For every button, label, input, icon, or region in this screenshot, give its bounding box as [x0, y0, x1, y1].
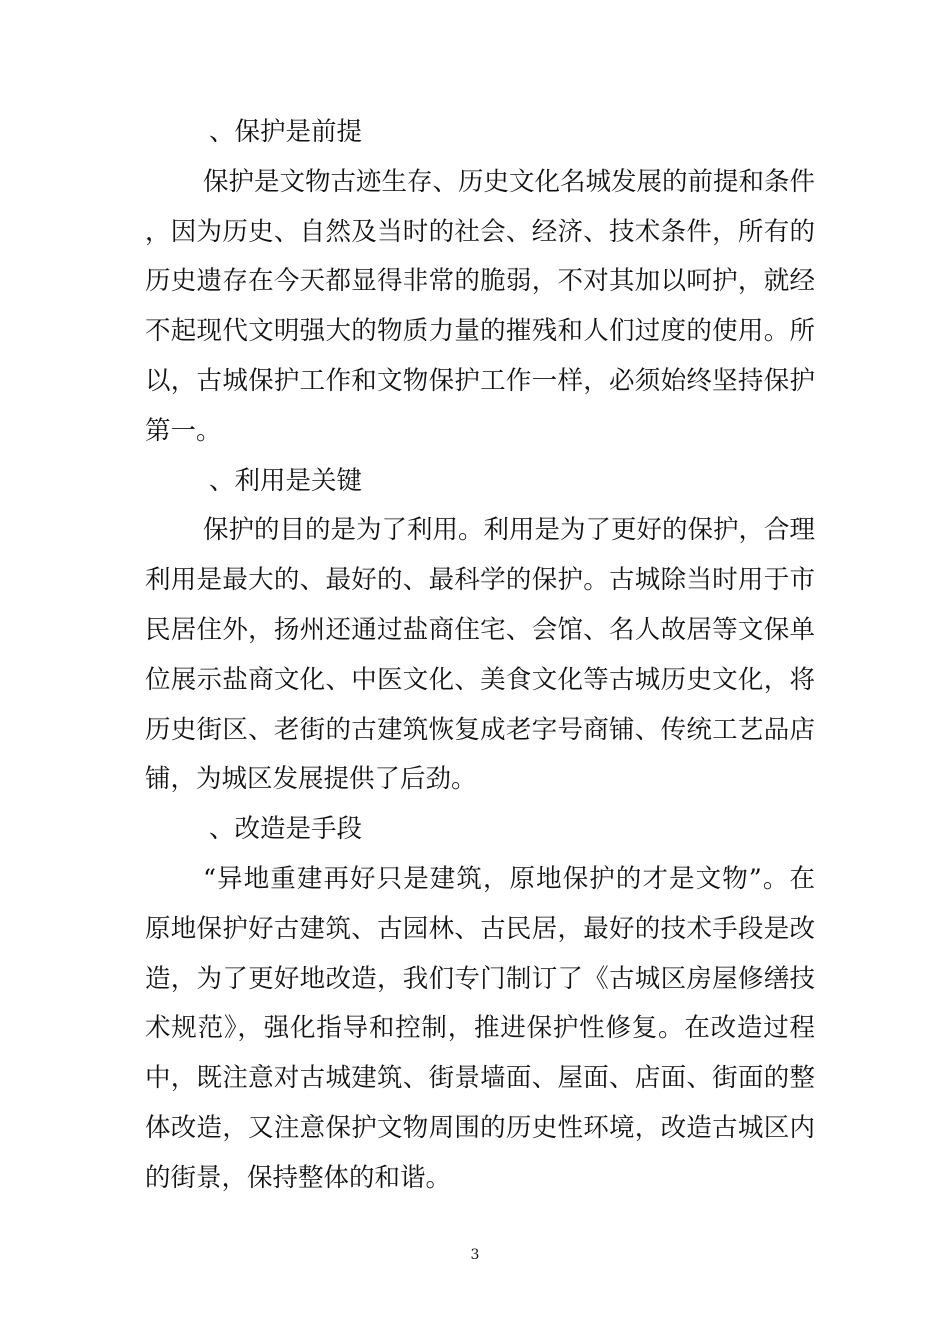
page-number: 3 [470, 1247, 480, 1263]
section-paragraph-utilization: 保护的目的是为了利用。利用是为了更好的保护，合理利用是最大的、最好的、最科学的保护。古城除当时用于市民居住外，扬州还通过盐商住宅、会馆、名人故居等文保单位展示盐商文化、中医文化、美食文化等古城历史文化，将历史街区、老街的古建筑恢复成老字号商铺、传统工艺品店铺，为城区发展提供了后劲。 [145, 515, 816, 795]
section-heading-utilization: 、利用是关键 [209, 465, 363, 496]
section-heading-protection: 、保护是前提 [209, 117, 363, 147]
section-paragraph-protection: 保护是文物古迹生存、历史文化名城发展的前提和条件，因为历史、自然及当时的社会、经济、技术条件，所有的历史遗存在今天都显得非常的脆弱，不对其加以呵护，就经不起现代文明强大的物质力量的摧残和人们过度的使用。所以，古城保护工作和文物保护工作一样，必须始终坚持保护第一。 [145, 166, 816, 446]
body-text [145, 108, 815, 1204]
section-paragraph-renovation: “异地重建再好只是建筑，原地保护的才是文物”。在原地保护好古建筑、古园林、古民居，最好的技术手段是改造，为了更好地改造，我们专门制订了《古城区房屋修缮技术规范》，强化指导和控制，推进保护性修复。在改造过程中，既注意对古城建筑、街景墙面、屋面、店面、街面的整体改造，又注意保护文物周围的历史性环境，改造古城区内的街景，保持整体的和谐。 [145, 863, 815, 1193]
section-heading-renovation: 、改造是手段 [209, 814, 363, 845]
